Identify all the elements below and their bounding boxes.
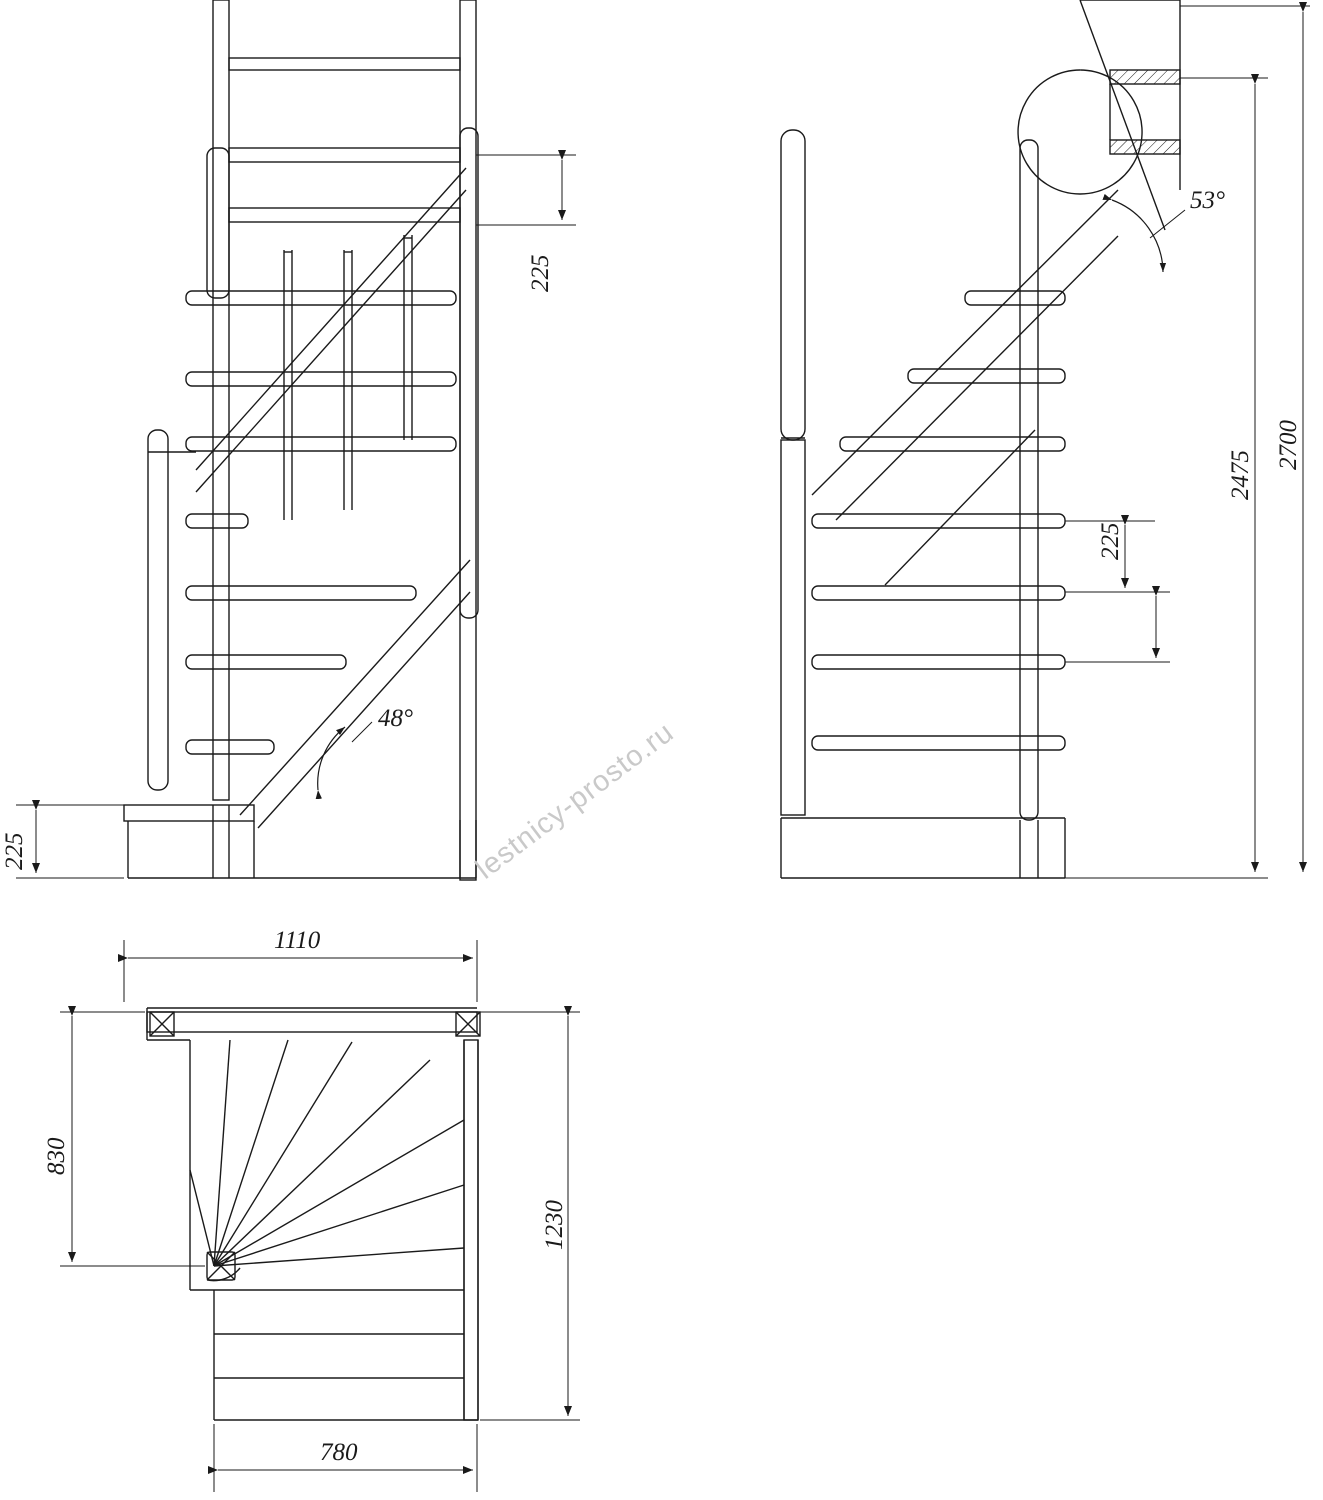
- front-angle-label: 48°: [378, 705, 413, 732]
- front-riser-dim-label: 225: [527, 254, 554, 292]
- side-view-dimensions: [1065, 6, 1310, 878]
- plan-width-1110-label: 1110: [274, 927, 321, 954]
- plan-depth-830-label: 830: [43, 1137, 70, 1175]
- watermark-text: lestnicy-prosto.ru: [470, 716, 680, 886]
- plan-depth-1230-label: 1230: [541, 1200, 568, 1250]
- side-height-2700-label: 2700: [1275, 420, 1302, 470]
- plan-width-780-label: 780: [320, 1439, 358, 1466]
- side-riser-dim-label: 225: [1097, 522, 1124, 560]
- plan-view-geometry: [147, 1008, 480, 1420]
- side-height-2475-label: 2475: [1227, 450, 1254, 500]
- side-view-geometry: [781, 0, 1180, 878]
- front-view-dimensions: [16, 155, 576, 878]
- front-view-geometry: [124, 0, 478, 880]
- side-angle-label: 53°: [1190, 187, 1225, 214]
- plan-view-dimensions: [60, 940, 580, 1492]
- front-base-riser-dim-label: 225: [1, 832, 28, 870]
